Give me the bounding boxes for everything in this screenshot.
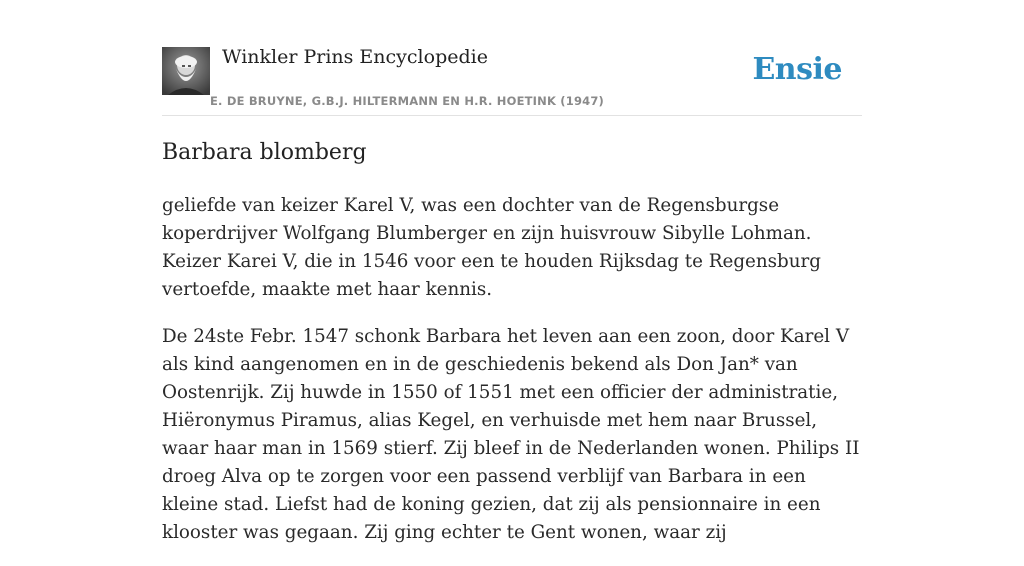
source-authors: E. DE BRUYNE, G.B.J. HILTERMANN EN H.R. HOETINK (1947) <box>210 94 605 108</box>
source-avatar[interactable] <box>162 47 210 95</box>
entry-title: Barbara blomberg <box>162 140 367 165</box>
ensie-logo-link[interactable]: Ensie <box>752 52 842 87</box>
entry-paragraph: geliefde van keizer Karel V, was een dochter van de Regensburgse koperdrijver Wolfgang Blumberger en zijn huisvrouw Sibylle Lohman. Keizer Karei V, die in 1546 voor een te houden Rijksdag te Regensburg vertoefde, maakte met haar kennis. <box>162 195 821 300</box>
entry-body <box>162 192 862 566</box>
page <box>162 0 862 543</box>
portrait-photo-icon <box>162 47 210 95</box>
entry-paragraph: De 24ste Febr. 1547 schonk Barbara het leven aan een zoon, door Karel V als kind aangenomen en in de geschiedenis bekend als Don Jan* van Oostenrijk. Zij huwde in 1550 of 1551 met een officier der administratie, Hiëronymus Piramus, alias Kegel, en verhuisde met hem naar Brussel, waar haar man in 1569 stierf. Zij bleef in de Nederlanden wonen. Philips II droeg Alva op te zorgen voor een passend verblijf van Barbara in een kleine stad. Liefst had de koning gezien, dat zij als pensionnaire in een klooster was gegaan. Zij ging echter te Gent wonen, waar zij <box>162 326 860 543</box>
source-title[interactable]: Winkler Prins Encyclopedie <box>222 46 488 68</box>
source-header <box>162 0 862 116</box>
